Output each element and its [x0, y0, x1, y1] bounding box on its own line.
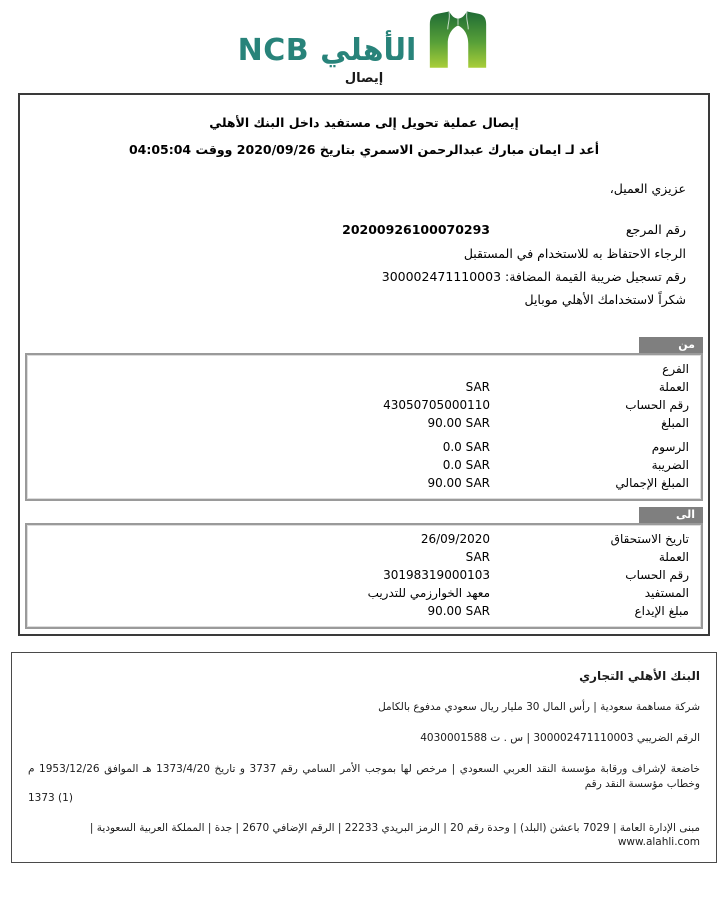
field-value: 30198319000103	[383, 568, 490, 582]
field-row-amount	[39, 414, 689, 432]
to-section	[25, 507, 703, 629]
field-label: المبلغ	[661, 416, 689, 430]
field-label: مبلغ الإيداع	[634, 604, 689, 618]
reference-row	[42, 222, 686, 238]
field-row-branch	[39, 360, 689, 378]
keep-note: الرجاء الاحتفاظ به للاستخدام في المستقبل	[463, 246, 686, 261]
field-label: الرسوم	[651, 440, 689, 454]
to-section-tab: الى	[639, 507, 703, 523]
field-label: المبلغ الإجمالي	[615, 476, 689, 490]
receipt-label: إيصال	[344, 71, 384, 86]
to-section-box	[25, 523, 703, 629]
field-label: رقم الحساب	[625, 568, 689, 582]
field-label: العملة	[658, 380, 689, 394]
field-value: 0.0 SAR	[442, 440, 490, 454]
bank-legal-name: البنك الأهلي التجاري	[579, 669, 700, 683]
field-row-account	[39, 566, 689, 584]
bank-logo-text: NCB الأهلي	[237, 33, 417, 68]
field-value: 0.0 SAR	[442, 458, 490, 472]
field-row-beneficiary	[39, 584, 689, 602]
field-label: الضريبة	[651, 458, 689, 472]
field-value: 90.00 SAR	[427, 604, 490, 618]
greeting-text: عزيزي العميل،	[609, 181, 686, 196]
field-value: 43050705000110	[383, 398, 490, 412]
field-value: 90.00 SAR	[427, 476, 490, 490]
field-row-account	[39, 396, 689, 414]
field-row-deposit-amount	[39, 602, 689, 620]
field-row-currency	[39, 378, 689, 396]
thanks-line: شكراً لاستخدامك الأهلي موبايل	[524, 292, 686, 307]
footer-license-line: خاضعة لإشراف ورقابة مؤسسة النقد العربي السعودي | مرخص لها بموجب الأمر السامي رقم 3737 و تاريخ 1373/4/20 هـ الموافق 1953/12/26 م وخطاب مؤسسة النقد رقم	[28, 763, 701, 790]
footer-address-line: مبنى الإدارة العامة | 7029 باعشن (البلد) | وحدة رقم 20 | الرمز البريدي 22233 | الرقم الإضافي 2670 | جدة | المملكة العربية السعودية | www.alahli.com	[89, 821, 700, 848]
receipt-title: إيصال عملية تحويل إلى مستفيد داخل البنك الأهلي	[209, 115, 519, 130]
field-row-fees	[39, 438, 689, 456]
vat-registration-line: رقم تسجيل ضريبة القيمة المضافة: 300002471110003	[381, 269, 686, 284]
field-value: 26/09/2020	[420, 532, 490, 546]
from-section	[25, 337, 703, 501]
brand-header	[0, 0, 728, 68]
field-label: رقم الحساب	[625, 398, 689, 412]
field-label: تاريخ الاستحقاق	[610, 532, 689, 546]
footer-tax-cr-line: الرقم الضريبي 300002471110003 | س . ت 4030001588	[420, 732, 700, 745]
receipt-body-box	[18, 93, 710, 636]
receipt-subtitle: أعد لـ ايمان مبارك عبدالرحمن الاسمري بتاريخ 2020/09/26 ووقت 04:05:04	[128, 142, 600, 157]
field-value: 90.00 SAR	[427, 416, 490, 430]
reference-value: 20200926100070293	[342, 222, 490, 237]
field-value: SAR	[465, 550, 490, 564]
field-row-due-date	[39, 530, 689, 548]
reference-label: رقم المرجع	[625, 222, 686, 237]
field-value: معهد الخوارزمي للتدريب	[367, 586, 490, 600]
from-section-tab: من	[639, 337, 703, 353]
field-row-total	[39, 474, 689, 492]
field-label: المستفيد	[644, 586, 689, 600]
field-row-tax	[39, 456, 689, 474]
from-section-box	[25, 353, 703, 501]
field-value: SAR	[465, 380, 490, 394]
bank-legal-footer-box	[11, 652, 717, 863]
field-label: العملة	[658, 550, 689, 564]
field-label: الفرع	[662, 362, 689, 376]
footer-capital-line: شركة مساهمة سعودية | رأس المال 30 مليار ريال سعودي مدفوع بالكامل	[378, 701, 700, 713]
field-row-currency	[39, 548, 689, 566]
ncb-arch-logo-icon	[426, 10, 490, 68]
footer-license-line-continuation: 1373 (1)	[28, 791, 73, 804]
